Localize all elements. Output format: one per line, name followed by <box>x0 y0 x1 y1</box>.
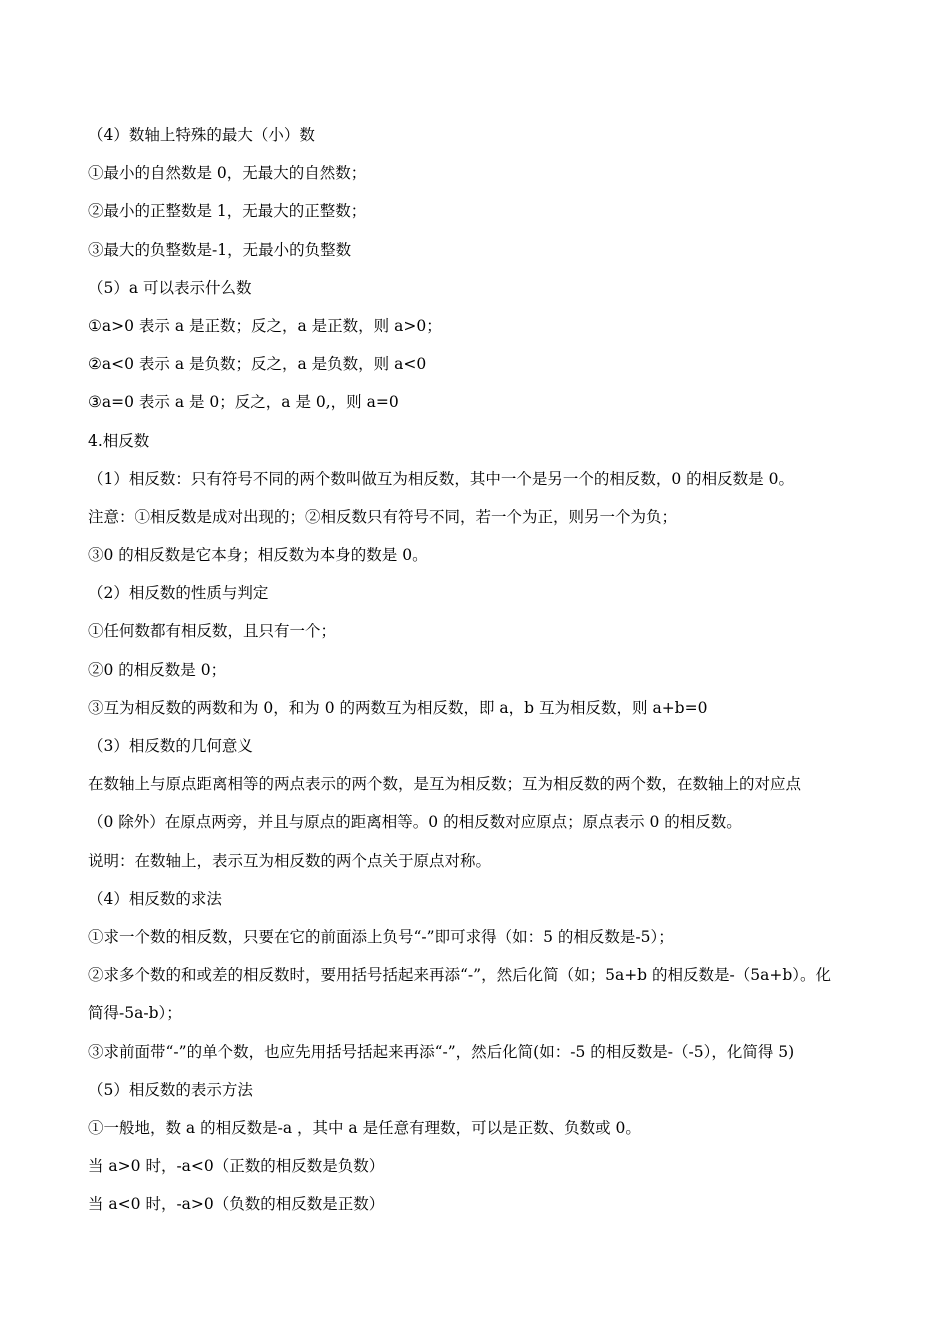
paragraph-line: ②a<0 表示 a 是负数；反之，a 是负数，则 a<0 <box>88 355 427 374</box>
subheading-representation: （5）相反数的表示方法 <box>88 1080 253 1099</box>
paragraph-line: ③a=0 表示 a 是 0；反之，a 是 0,，则 a=0 <box>88 393 399 412</box>
subheading-how-to-find: （4）相反数的求法 <box>88 889 222 908</box>
paragraph-line: ②0 的相反数是 0； <box>88 660 227 679</box>
paragraph-line: （0 除外）在原点两旁，并且与原点的距离相等。0 的相反数对应原点；原点表示 0 的相反数。 <box>88 813 742 832</box>
paragraph-line: 注意：①相反数是成对出现的；②相反数只有符号不同，若一个为正，则另一个为负； <box>88 507 678 526</box>
paragraph-line: 当 a<0 时，-a>0（负数的相反数是正数） <box>88 1195 385 1214</box>
paragraph-line: 说明：在数轴上，表示互为相反数的两个点关于原点对称。 <box>88 851 492 870</box>
subheading-special-max-min: （4）数轴上特殊的最大（小）数 <box>88 126 315 144</box>
subheading-properties: （2）相反数的性质与判定 <box>88 584 269 603</box>
paragraph-line: ③最大的负整数是-1，无最小的负整数 <box>88 240 352 259</box>
paragraph-line: 简得-5a-b）； <box>88 1004 182 1023</box>
paragraph-line: ①一般地，数 a 的相反数是-a ，其中 a 是任意有理数，可以是正数、负数或 0。 <box>88 1118 641 1137</box>
subheading-geometric-meaning: （3）相反数的几何意义 <box>88 737 253 755</box>
paragraph-line: ①求一个数的相反数，只要在它的前面添上负号“-”即可求得（如：5 的相反数是-5）； <box>88 927 674 946</box>
paragraph-line: 当 a>0 时，-a<0（正数的相反数是负数） <box>88 1157 385 1176</box>
paragraph-line: ③求前面带“-”的单个数，也应先用括号括起来再添“-”，然后化简(如：-5 的相反数是-（-5），化简得 5) <box>88 1042 795 1061</box>
paragraph-line: ①a>0 表示 a 是正数；反之，a 是正数，则 a>0； <box>88 316 442 335</box>
paragraph-line: ①任何数都有相反数，且只有一个； <box>88 622 337 641</box>
paragraph-line: （1）相反数：只有符号不同的两个数叫做互为相反数，其中一个是另一个的相反数，0 的相反数是 0。 <box>88 469 794 488</box>
paragraph-line: ②求多个数的和或差的相反数时，要用括号括起来再添“-”，然后化简（如；5a+b 的相反数是-（5a+b）。化 <box>88 966 832 985</box>
paragraph-line: 在数轴上与原点距离相等的两点表示的两个数，是互为相反数；互为相反数的两个数，在数轴上的对应点 <box>88 775 802 794</box>
paragraph-line: ①最小的自然数是 0，无最大的自然数； <box>88 164 367 183</box>
paragraph-line: ③0 的相反数是它本身；相反数为本身的数是 0。 <box>88 546 428 565</box>
paragraph-line: ②最小的正整数是 1，无最大的正整数； <box>88 202 367 221</box>
document-body <box>88 116 868 1223</box>
subheading-what-a-represents: （5）a 可以表示什么数 <box>88 278 252 297</box>
section-heading-opposite-numbers: 4.相反数 <box>88 431 150 450</box>
paragraph-line: ③互为相反数的两数和为 0，和为 0 的两数互为相反数，即 a，b 互为相反数，则 a+b=0 <box>88 698 708 717</box>
